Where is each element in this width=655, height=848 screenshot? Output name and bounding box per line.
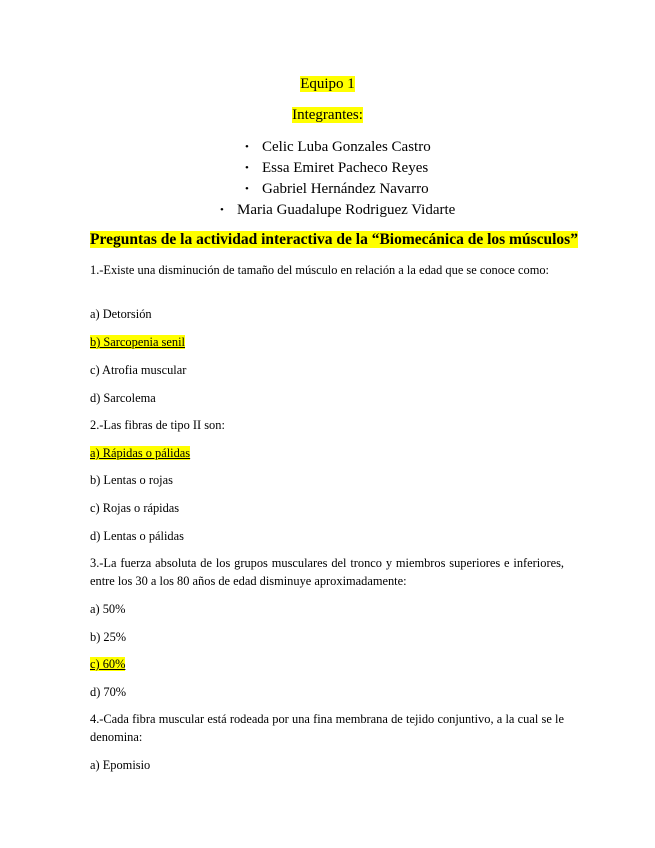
option-q1-a: a) Detorsión xyxy=(90,307,152,321)
bullet-icon: • xyxy=(245,162,249,174)
member-item xyxy=(0,179,655,200)
members-label: Integrantes: xyxy=(292,107,363,123)
option-q2-c: c) Rojas o rápidas xyxy=(90,501,180,515)
question-2-text: 2.-Las fibras de tipo II son: xyxy=(90,418,225,432)
member-name: Gabriel Hernández Navarro xyxy=(262,181,429,197)
option-q3-a: a) 50% xyxy=(90,602,126,616)
option-q2-d: d) Lentas o pálidas xyxy=(90,529,184,543)
member-name: Essa Emiret Pacheco Reyes xyxy=(262,160,429,176)
option-q2-a-answer: a) Rápidas o pálidas xyxy=(90,446,191,460)
question-3-text: 3.-La fuerza absoluta de los grupos musculares del tronco y miembros superiores e inferiores, entre los 30 a los 80 años de edad disminuye aproximadamente: xyxy=(90,556,564,588)
member-name: Maria Guadalupe Rodriguez Vidarte xyxy=(237,202,456,218)
option-q3-c-answer: c) 60% xyxy=(90,657,126,671)
members-list xyxy=(0,137,655,221)
option-q1-c: c) Atrofia muscular xyxy=(90,363,187,377)
bullet-icon: • xyxy=(245,183,249,195)
bullet-icon: • xyxy=(220,204,224,216)
page-title: Preguntas de la actividad interactiva de la “Biomecánica de los músculos” xyxy=(90,231,578,248)
question-4-text: 4.-Cada fibra muscular está rodeada por una fina membrana de tejido conjuntivo, a la cual se le denomina: xyxy=(90,712,564,744)
question-1-text: 1.-Existe una disminución de tamaño del músculo en relación a la edad que se conoce como: xyxy=(90,263,549,277)
member-item xyxy=(0,200,655,221)
option-q3-d: d) 70% xyxy=(90,685,127,699)
team-title: Equipo 1 xyxy=(300,76,355,92)
member-name: Celic Luba Gonzales Castro xyxy=(262,139,431,155)
option-q2-b: b) Lentas o rojas xyxy=(90,473,173,487)
option-q1-b-answer: b) Sarcopenia senil xyxy=(90,335,185,349)
member-item xyxy=(0,137,655,158)
option-q4-a: a) Epomisio xyxy=(90,758,151,772)
bullet-icon: • xyxy=(245,141,249,153)
option-q3-b: b) 25% xyxy=(90,630,127,644)
option-q1-d: d) Sarcolema xyxy=(90,391,156,405)
member-item xyxy=(0,158,655,179)
